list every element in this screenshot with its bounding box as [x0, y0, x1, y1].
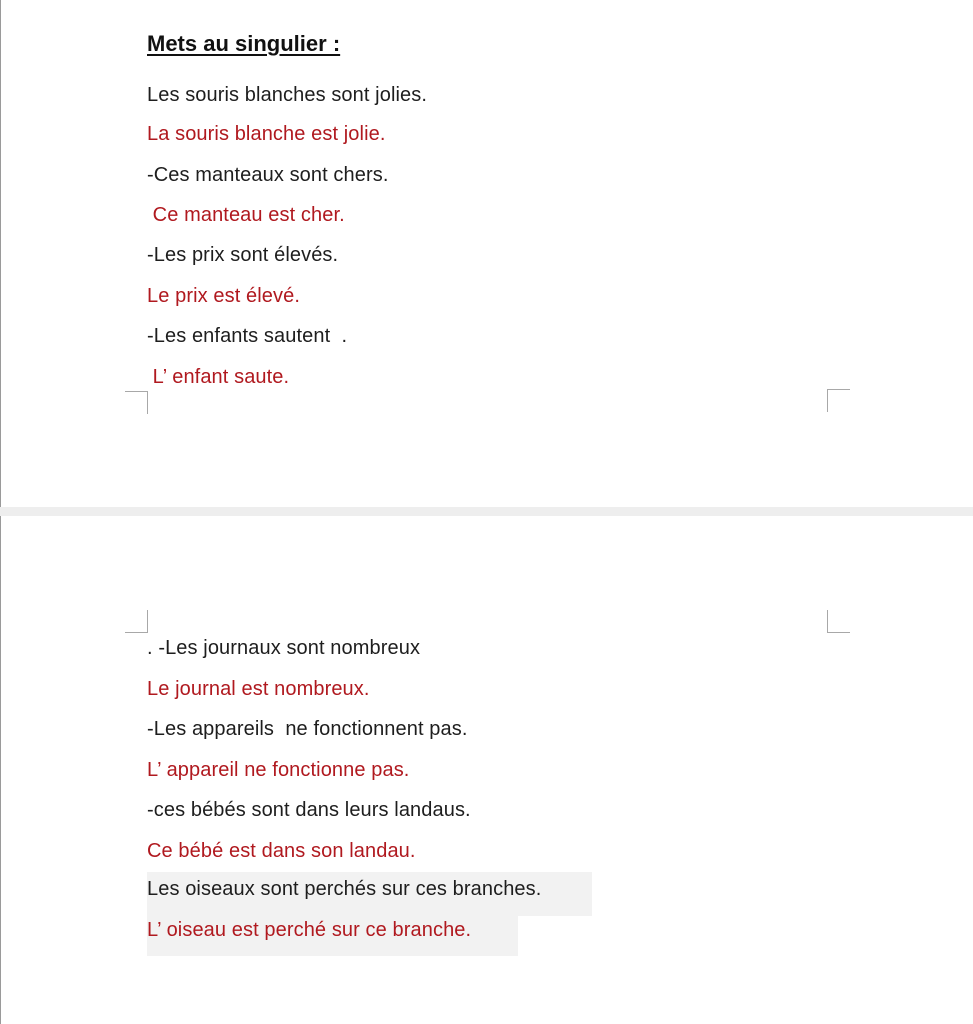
answer-line: La souris blanche est jolie. [147, 123, 386, 145]
answer-line: L’ enfant saute. [147, 366, 290, 388]
answer-line: Ce bébé est dans son landau. [147, 840, 416, 862]
question-line: -ces bébés sont dans leurs landaus. [147, 799, 471, 821]
answer-line: Le prix est élevé. [147, 285, 300, 307]
answer-line: L’ appareil ne fonctionne pas. [147, 759, 410, 781]
question-line: -Les appareils ne fonctionnent pas. [147, 718, 468, 740]
question-line: . -Les journaux sont nombreux [147, 637, 421, 659]
question-line: Les souris blanches sont jolies. [147, 84, 428, 106]
question-line: Les oiseaux sont perchés sur ces branches. [147, 878, 542, 900]
margin-corner-mark [125, 610, 148, 633]
margin-corner-mark [827, 610, 850, 633]
question-line: -Les enfants sautent . [147, 325, 348, 347]
answer-line: Le journal est nombreux. [147, 678, 370, 700]
page-break [0, 507, 973, 516]
answer-line: L’ oiseau est perché sur ce branche. [147, 919, 472, 941]
answer-line: Ce manteau est cher. [147, 204, 345, 226]
margin-corner-mark [827, 389, 850, 412]
margin-corner-mark [125, 391, 148, 414]
question-line: -Ces manteaux sont chers. [147, 164, 389, 186]
question-line: -Les prix sont élevés. [147, 244, 339, 266]
exercise-title: Mets au singulier : [147, 31, 341, 56]
